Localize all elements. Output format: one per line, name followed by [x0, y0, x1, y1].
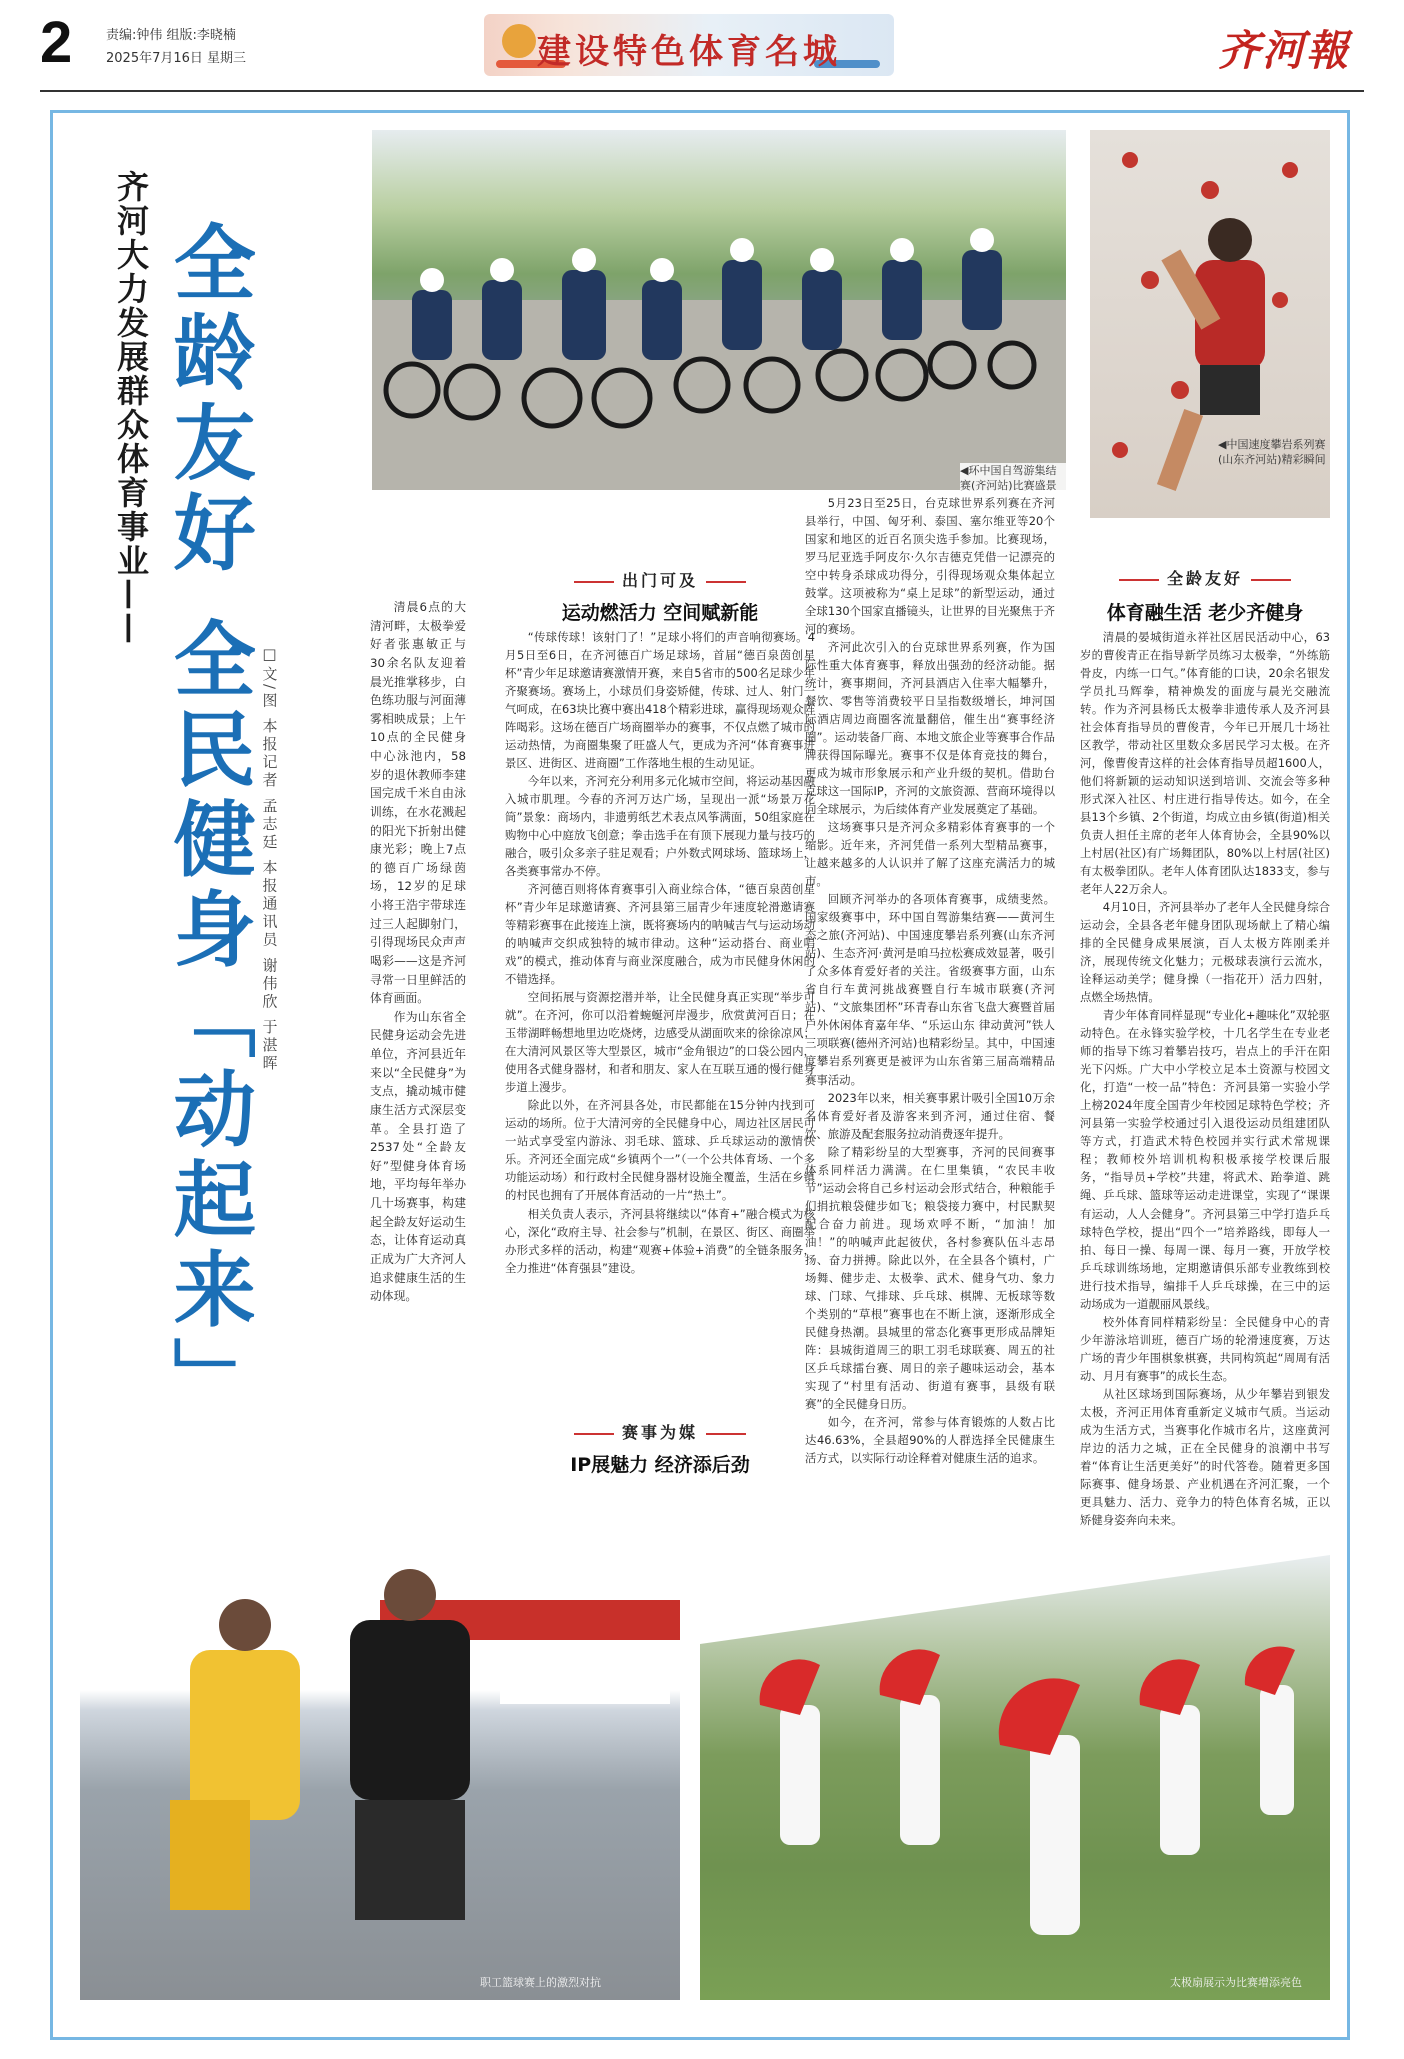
section3-body: [1080, 628, 1330, 1529]
section2-paragraph: 回顾齐河举办的各项体育赛事，成绩斐然。国家级赛事中，环中国自驾游集结赛——黄河生态之旅(齐河站)、中国速度攀岩系列赛(山东齐河站)、生态齐河·黄河是咱马拉松赛成效显著，吸引了众多体育爱好者的关注。省级赛事方面，山东省自行车黄河挑战赛暨自行车城市联赛(齐河站)、“文旅集团杯”环青春山东省飞盘大赛暨首届户外休闲体育嘉年华、“乐运山东 律动黄河”铁人三项联赛(德州齐河站)也精彩纷呈。其中，中国速度攀岩系列赛更是被评为山东省第三届高端精品赛事活动。: [805, 892, 1055, 1087]
section-title: 建设特色体育名城: [537, 32, 841, 72]
section2-paragraph: 5月23日至25日，台克球世界系列赛在齐河县举行，中国、匈牙利、泰国、塞尔维亚等20个国家和地区的近百名顶尖选手参加。比赛现场，罗马尼亚选手阿皮尔·久尔吉德克凭借一记漂亮的空中转身杀球成功得分，引得现场观众集体起立鼓掌。这项被称为“桌上足球”的新型运动，通过全球130个国家直播镜头，让世界的目光聚焦于齐河的赛场。: [805, 496, 1055, 637]
editor-credits: 责编:钟伟 组版:李晓楠: [106, 28, 236, 43]
section2-paragraph: 齐河此次引入的台克球世界系列赛，作为国际性重大体育赛事，释放出强劲的经济动能。据统计，赛事期间，齐河县酒店入住率大幅攀升，餐饮、零售等消费较平日呈指数级增长，坤河国际酒店周边商圈客流量翻倍，催生出“赛事经济圈”。运动装备厂商、本地文旅企业等赛事合作品牌获得国际曝光。赛事不仅是体育竞技的舞台，更成为城市形象展示和产业升级的契机。借助台克球这一国际IP，齐河的文旅资源、营商环境得以向全球展示，为后续体育产业发展奠定了基础。: [805, 640, 1055, 817]
section1-paragraph: 空间拓展与资源挖潜并举，让全民健身真正实现“举步可就”。在齐河，你可以沿着蜿蜒河岸漫步，欣赏黄河百日；在玉带湖畔畅想地里边吃烧烤，边感受从湖面吹来的徐徐凉风；在大清河风景区等大型景区，城市“金角银边”的口袋公园内，使用各式健身器材，和者和朋友、家人在互联互通的慢行健身步道上漫步。: [505, 990, 815, 1095]
section1-kicker-label: 出门可及: [621, 571, 698, 590]
section1-paragraph: “传球传球！该射门了！”足球小将们的声音响彻赛场。4月5日至6日，在齐河德百广场足球场，首届“德百泉茵创星杯”青少年足球邀请赛激情开赛，来自5省市的500名足球少年齐聚赛场。赛场上，小球员们身姿矫健，传球、过人、射门一气呵成，在63块比赛中赛出418个精彩进球，赢得现场观众阵阵喝彩。这场在德百广场商圈举办的赛事，不仅点燃了城市的运动热情，为商圈集聚了旺盛人气，更成为齐河“体育赛事进景区、进街区、进商圈”工作落地生根的生动见证。: [505, 630, 815, 771]
header-rule: [40, 90, 1364, 92]
byline: □文/图 本报记者 孟志廷 本报通讯员 谢伟欣 于湛晖: [260, 645, 279, 1073]
section-banner: [484, 14, 894, 76]
section3-paragraph: 校外体育同样精彩纷呈：全民健身中心的青少年游泳培训班，德百广场的轮滑速度赛，万达广场的青少年围棋象棋赛，共同构筑起“周周有活动、月月有赛事”的成长生态。: [1080, 1314, 1330, 1383]
section1-paragraph: 齐河德百则将体育赛事引入商业综合体，“德百泉茵创星杯”青少年足球邀请赛、齐河县第三届青少年速度轮滑邀请赛等精彩赛事在此接连上演，既将赛场内的呐喊吉气与运动场动的呐喊声交织成独特的城市律动。这种“运动搭台、商业唱戏”的模式，推动体育与商业深度融合，成为市民健身休闲的不错选择。: [505, 882, 815, 987]
section2-kicker-label: 赛事为媒: [621, 1423, 698, 1442]
cycling-caption: ◀环中国自驾游集结赛(齐河站)比赛盛景: [960, 463, 1066, 494]
cyclists-illustration: [372, 130, 1066, 490]
section1-kicker: [560, 568, 760, 591]
issue-date: 2025年7月16日 星期三: [106, 51, 247, 66]
section3-kicker-label: 全龄友好: [1166, 569, 1243, 588]
section3-title: 体育融生活 老少齐健身: [1106, 602, 1304, 624]
section2-paragraph: 这场赛事只是齐河众多精彩体育赛事的一个缩影。近年来，齐河凭借一系列大型精品赛事，让越来越多的人认识并了解了这座充满活力的城市。: [805, 820, 1055, 889]
subtitle: 齐河大力发展群众体育事业——: [112, 170, 150, 646]
section3-paragraph: 4月10日，齐河县举办了老年人全民健身综合运动会，全县各老年健身团队现场献上了精心编排的全民健身成果展演，百人太极方阵刚柔并济，展现传统文化魅力；元极球表演行云流水，诠释运动美学；健身操（一指花开）活力四射，点燃全场热情。: [1080, 900, 1330, 1005]
section2-title: IP展魅力 经济添后劲: [570, 1454, 750, 1476]
intro-paragraph: 作为山东省全民健身运动会先进单位，齐河县近年来以“全民健身”为支点，撬动城市健康生活方式深层变革。全县打造了2537处“全龄友好”型健身体育场地，平均每年举办几十场赛事，构建起全龄友好运动生态，让体育运动真正成为广大齐河人追求健康生活的生动体现。: [370, 1009, 466, 1304]
newspaper-logo: 齐河報: [1218, 26, 1351, 75]
section3-paragraph: 从社区球场到国际赛场，从少年攀岩到银发太极，齐河正用体育重新定义城市气质。当运动成为生活方式，当赛事化作城市名片，这座黄河岸边的活力之城，正在全民健身的浪潮中书写着“体育让生活更美好”的时代答卷。随着更多国际赛事、健身场景、产业机遇在齐河汇聚，一个更具魅力、活力、竞争力的特色体育名城，正以矫健身姿奔向未来。: [1080, 1386, 1330, 1527]
taichi-caption: 太极扇展示为比赛增添亮色: [1170, 1976, 1302, 1989]
section2-paragraph: 除了精彩纷呈的大型赛事，齐河的民间赛事体系同样活力满满。在仁里集镇，“农民丰收节”运动会将自己乡村运动会形式结合，种粮能手们捐抗粮袋健步如飞；粮袋接力赛中，村民默契配合奋力前进。现场欢呼不断，“加油！加油！”的呐喊声此起彼伏，各村参赛队伍斗志昂扬、奋力拼搏。除此以外，在全县各个镇村，广场舞、健步走、太极拳、武术、健身气功、象力球、门球、气排球、乒乓球、棋牌、无板球等数个类别的“草根”赛事也在不断上演，逐渐形成全民健身热潮。县城里的常态化赛事更形成品牌矩阵：县城街道周三的职工羽毛球联赛、周五的社区乒乓球擂台赛、周日的亲子趣味运动会，基本实现了“村里有活动、街道有赛事，县级有联赛”的全民健身日历。: [805, 1144, 1055, 1411]
climbing-caption: ◀中国速度攀岩系列赛(山东齐河站)精彩瞬间: [1218, 438, 1326, 467]
intro-column: [370, 598, 466, 1306]
section1-paragraph: 相关负责人表示，齐河县将继续以“体育+”融合模式为核心，深化“政府主导、社会参与”机制，在景区、街区、商圈举办形式多样的活动，构建“观赛+体验+消费”的全链条服务，全力推进“体育强县”建设。: [505, 1206, 815, 1275]
section1-paragraph: 除此以外，在齐河县各处，市民都能在15分钟内找到可运动的场所。位于大清河旁的全民健身中心，周边社区居民可一站式享受室内游泳、羽毛球、篮球、乒乓球运动的激情快乐。齐河还全面完成“乡镇两个一”（一个公共体育场、一个多功能运动场）和行政村全民健身器材设施全覆盖，生活在乡镇的村民也拥有了开展体育活动的一片“热土”。: [505, 1098, 815, 1203]
section2-paragraph: 如今，在齐河，常参与体育锻炼的人数占比达46.63%，全县超90%的人群选择全民健康生活方式，以实际行动诠释着对健康生活的追求。: [805, 1414, 1055, 1465]
cycling-race-photo: [372, 130, 1066, 490]
section2-kicker: [560, 1420, 760, 1443]
section2-paragraph: 2023年以来，相关赛事累计吸引全国10万余名体育爱好者及游客来到齐河，通过住宿、餐饮、旅游及配套服务拉动消费逐年提升。: [805, 1090, 1055, 1141]
page-number: 2: [40, 10, 73, 75]
section3-paragraph: 青少年体育同样显现“专业化+趣味化”双轮驱动特色。在永锋实验学校，十几名学生在专业老师的指导下练习着攀岩技巧，岩点上的手汗在阳光下闪烁。广大中小学校立足本土资源与校园文化，打造“一校一品”特色：齐河县第一实验小学上榜2024年度全国青少年校园足球特色学校；齐河县第一实验学校通过引入退役运动员组建团队等方式，打造武术特色校园并实行武术常规课程；教师校外培训机构积极承接学校课后服务，“指导员+学校”共建，将武术、跆拳道、跳绳、乒乓球、篮球等运动走进课堂，实现了“课课有运动，人人会健身”。齐河县第三中学打造乒乓球特色学校，提出“四个一”培养路线，即每人一拍、每日一操、每周一课、每月一赛，开放学校乒乓球训练场地，定期邀请俱乐部专业教练到校进行技术指导，编排千人乒乓球操，在三中的运动场成为一道靓丽风景线。: [1080, 1008, 1330, 1311]
section1-body: [505, 628, 815, 1277]
section3-paragraph: 清晨的晏城街道永祥社区居民活动中心，63岁的曹俊青正在指导新学员练习太极拳，“外练筋骨皮，内练一口气。”体育能的口诀，20余名银发学员扎马辉拳，精神焕发的面庞与晨光交融流转。作为齐河县杨氏太极拳非遗传承人及齐河县社会体育指导员的曹俊青，今年已开展几十场社区教学，带动社区里数众多居民学习太极。在齐河，像曹俊青这样的社会体育指导员超1600人，他们将新颖的运动知识送到培训、交流会等多种形式深入社区、村庄进行指导传达。如今，在全县13个乡镇、2个街道，均成立由乡镇(街道)相关负责人担任主席的老年人体育协会，全县90%以上村居(社区)有广场舞团队，80%以上村居(社区)有太极拳团队。老年人体育团队达1833支，参与老年人22万余人。: [1080, 630, 1330, 897]
main-title: 全龄友好 全民健身「动起来」: [160, 220, 257, 1427]
section1-paragraph: 今年以来，齐河充分利用多元化城市空间，将运动基因融入城市肌理。今春的齐河万达广场，呈现出一派“场景万花筒”景象：商场内，非遗剪纸艺术表点风筝满面，50组家庭在购物中心中庭放飞创意；拳击选手在有顶下展现力量与技巧的融合，吸引众多亲子驻足观看；户外数式网球场、篮球场上，各类赛事常办不停。: [505, 774, 815, 879]
intro-paragraph: 清晨6点的大清河畔，太极拳爱好者张惠敏正与30余名队友迎着晨光推掌移步，白色练功服与河面薄雾相映成景；上午10点的全民健身中心泳池内，58岁的退休教师李建国完成千米自由泳训练，在水花溅起的阳光下折射出健康光彩；晚上7点的德百广场绿茵场，12岁的足球小将王浩宇带球连过三人起脚射门，引得现场民众声声喝彩——这是齐河寻常一日里鲜活的体育画面。: [370, 600, 466, 1006]
section1-title: 运动燃活力 空间赋新能: [561, 602, 759, 624]
basketball-caption: 职工篮球赛上的激烈对抗: [480, 1976, 601, 1989]
section3-kicker: [1085, 566, 1325, 589]
section2-body: [805, 494, 1055, 1467]
